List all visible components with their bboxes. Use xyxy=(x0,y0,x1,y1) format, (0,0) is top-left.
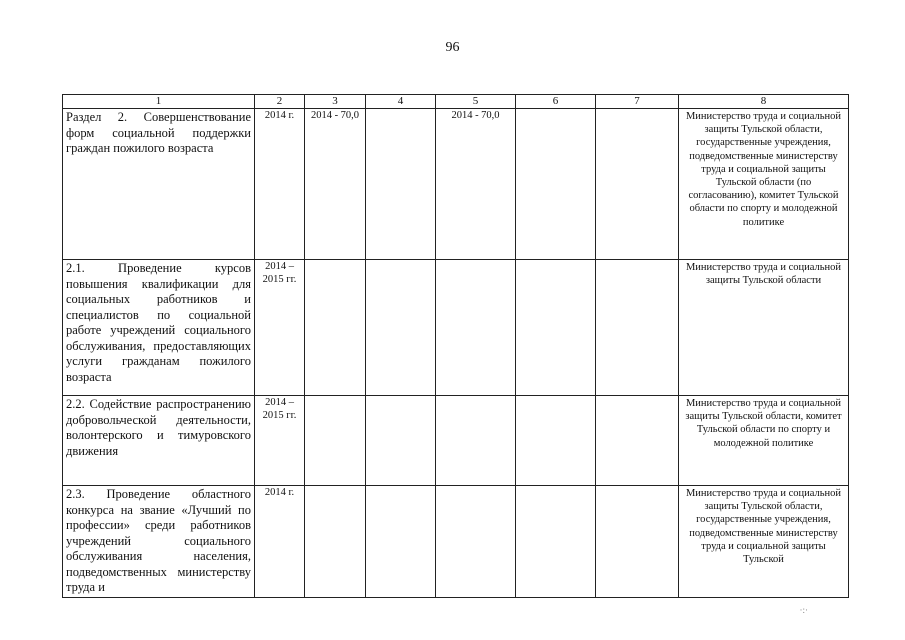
funding-cell xyxy=(366,396,436,486)
column-header: 7 xyxy=(596,95,679,109)
table-row xyxy=(63,260,849,396)
funding-cell xyxy=(305,486,366,598)
scan-mark: ·:· xyxy=(799,605,808,615)
header-row xyxy=(63,95,849,109)
funding-cell xyxy=(516,260,596,396)
column-header: 4 xyxy=(366,95,436,109)
responsible-cell: Министерство труда и социальной защиты Тульской области, государственные учреждения, подведомственные министерству труда и социальной защиты Тульской xyxy=(679,486,849,598)
table-row xyxy=(63,109,849,260)
funding-cell xyxy=(366,486,436,598)
responsible-cell: Министерство труда и социальной защиты Тульской области, комитет Тульской области по спорту и молодежной политике xyxy=(679,396,849,486)
funding-cell xyxy=(436,486,516,598)
funding-cell xyxy=(366,260,436,396)
funding-cell xyxy=(436,260,516,396)
measure-name-cell: 2.2. Содействие распространению добровольческой деятельности, волонтерского и тимуровского движения xyxy=(63,396,255,486)
table-row xyxy=(63,486,849,598)
column-header: 2 xyxy=(255,95,305,109)
period-cell: 2014 – 2015 гг. xyxy=(255,396,305,486)
period-cell: 2014 – 2015 гг. xyxy=(255,260,305,396)
funding-cell xyxy=(436,396,516,486)
funding-cell xyxy=(596,260,679,396)
funding-cell xyxy=(366,109,436,260)
funding-cell xyxy=(516,486,596,598)
funding-cell xyxy=(305,396,366,486)
column-header: 8 xyxy=(679,95,849,109)
funding-cell: 2014 - 70,0 xyxy=(305,109,366,260)
period-cell: 2014 г. xyxy=(255,109,305,260)
funding-cell xyxy=(516,109,596,260)
funding-cell xyxy=(516,396,596,486)
funding-cell: 2014 - 70,0 xyxy=(436,109,516,260)
measure-name-cell: 2.3. Проведение областного конкурса на звание «Лучший по профессии» среди работников учреждений социального обслуживания населения, подведомственных министерству труда и xyxy=(63,486,255,598)
funding-cell xyxy=(596,109,679,260)
funding-cell xyxy=(596,396,679,486)
funding-cell xyxy=(596,486,679,598)
period-cell: 2014 г. xyxy=(255,486,305,598)
column-header: 6 xyxy=(516,95,596,109)
responsible-cell: Министерство труда и социальной защиты Тульской области, государственные учреждения, подведомственные министерству труда и социальной защиты Тульской области (по согласованию), комитет Тульской области по спорту и молодежной политике xyxy=(679,109,849,260)
responsible-cell: Министерство труда и социальной защиты Тульской области xyxy=(679,260,849,396)
table-row xyxy=(63,396,849,486)
program-table xyxy=(62,94,849,598)
measure-name-cell: Раздел 2. Совершенствование форм социальной поддержки граждан пожилого возраста xyxy=(63,109,255,260)
funding-cell xyxy=(305,260,366,396)
page-number: 96 xyxy=(445,40,460,55)
column-header: 3 xyxy=(305,95,366,109)
measure-name-cell: 2.1. Проведение курсов повышения квалификации для социальных работников и специалистов по социальной работе учреждений социального обслуживания, предоставляющих услуги гражданам пожилого возраста xyxy=(63,260,255,396)
column-header: 5 xyxy=(436,95,516,109)
column-header: 1 xyxy=(63,95,255,109)
